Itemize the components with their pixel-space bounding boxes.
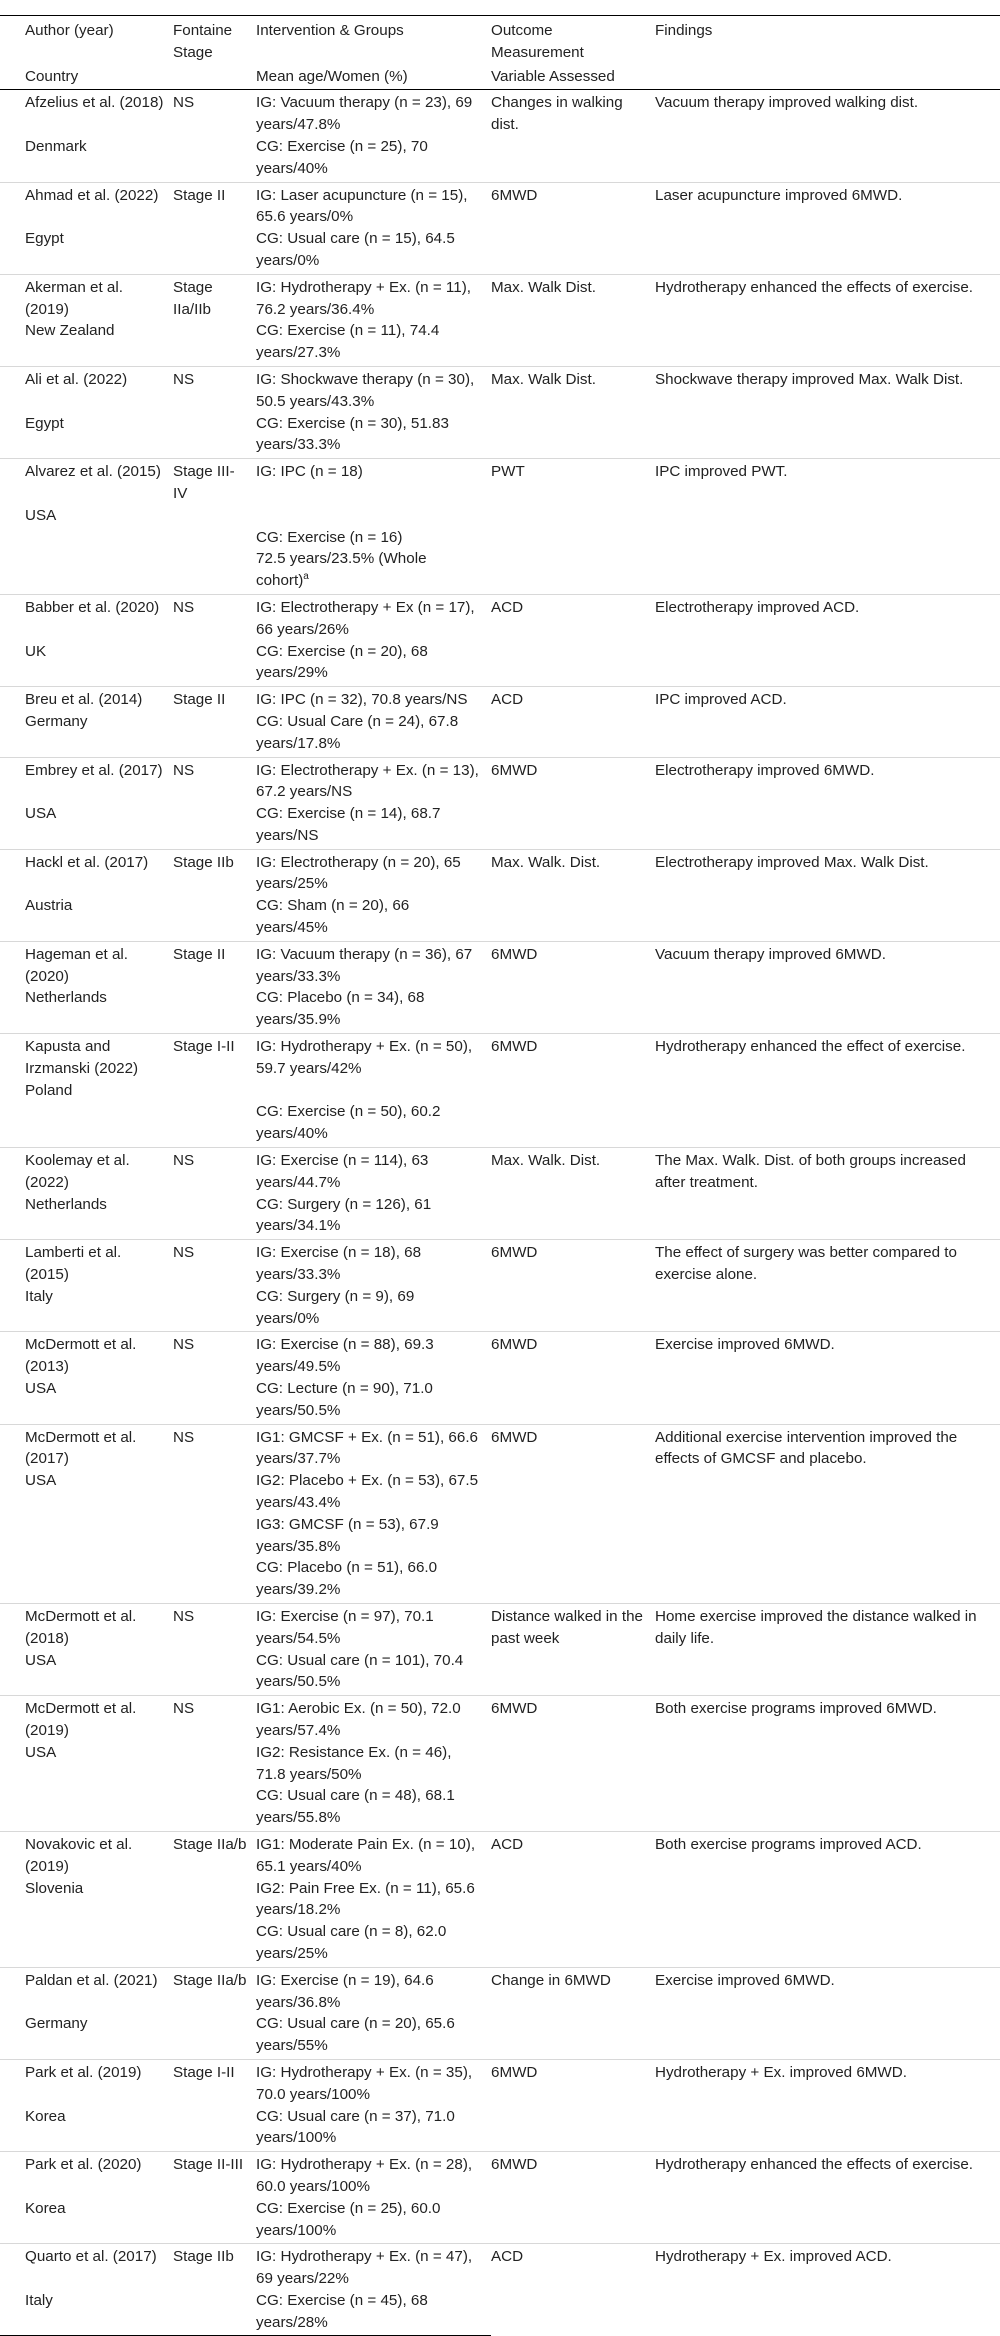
study-group	[256, 1831, 491, 1877]
study-group-text: IG: Hydrotherapy + Ex. (n = 35), 70.0 years/100%	[256, 2063, 473, 2103]
empty-cell	[173, 136, 256, 182]
study-author: Kapusta and Irzmanski (2022)	[0, 1034, 173, 1080]
study-findings: Exercise improved 6MWD.	[655, 1967, 1000, 2059]
header-blank	[655, 64, 1000, 90]
study-country: USA	[25, 1651, 57, 1669]
study-group	[256, 1650, 491, 1696]
study-group-text: CG: Usual care (n = 37), 71.0 years/100%	[256, 2107, 455, 2147]
study-group-text: CG: Placebo (n = 51), 66.0 years/39.2%	[256, 1559, 438, 1599]
study-outcome: 6MWD	[491, 757, 655, 849]
study-author: Hackl et al. (2017)	[0, 849, 173, 895]
empty-cell	[0, 1921, 173, 1967]
study-group	[256, 2290, 491, 2336]
empty-cell	[173, 548, 256, 594]
study-group	[256, 1194, 491, 1240]
study-author: Embrey et al. (2017)	[0, 757, 173, 803]
study-stage: Stage II	[173, 182, 256, 228]
study-findings: Both exercise programs improved ACD.	[655, 1831, 1000, 1967]
header-subrow	[0, 64, 1000, 90]
empty-cell	[173, 1194, 256, 1240]
empty-cell	[173, 228, 256, 274]
empty-cell	[173, 1101, 256, 1147]
study-findings: Vacuum therapy improved 6MWD.	[655, 941, 1000, 1033]
study-group-text: IG: Electrotherapy (n = 20), 65 years/25%	[256, 853, 461, 893]
study-group	[256, 228, 491, 274]
empty-cell	[173, 711, 256, 757]
study-group-text: CG: Surgery (n = 9), 69 years/0%	[256, 1287, 415, 1327]
study-country: Korea	[25, 2199, 66, 2217]
study-group-text: IG: Shockwave therapy (n = 30), 50.5 years/43.3%	[256, 370, 475, 410]
study-outcome: 6MWD	[491, 1034, 655, 1148]
studies-table	[0, 15, 1000, 2336]
study-outcome: ACD	[491, 2244, 655, 2336]
header-author: Author (year)	[0, 16, 173, 64]
study-author: Ahmad et al. (2022)	[0, 182, 173, 228]
empty-cell	[173, 987, 256, 1033]
study-outcome: ACD	[491, 687, 655, 757]
study-group	[256, 136, 491, 182]
study-group	[256, 1696, 491, 1742]
study-author: Park et al. (2019)	[0, 2059, 173, 2105]
study-row	[0, 1424, 1000, 1470]
study-row	[0, 1148, 1000, 1194]
study-country: Germany	[25, 2015, 88, 2033]
study-findings: Hydrotherapy enhanced the effects of exercise.	[655, 2152, 1000, 2244]
empty-cell	[173, 1878, 256, 1922]
study-findings: IPC improved ACD.	[655, 687, 1000, 757]
study-group-text: IG: Exercise (n = 18), 68 years/33.3%	[256, 1244, 422, 1284]
study-group-text: IG: Electrotherapy + Ex. (n = 13), 67.2 years/NS	[256, 761, 479, 801]
study-group	[256, 2013, 491, 2059]
empty-cell	[173, 1785, 256, 1831]
study-findings: Exercise improved 6MWD.	[655, 1332, 1000, 1424]
study-group-text: IG: Vacuum therapy (n = 23), 69 years/47.8%	[256, 94, 473, 134]
study-author: Babber et al. (2020)	[0, 594, 173, 640]
study-country: USA	[25, 805, 57, 823]
study-author: Park et al. (2020)	[0, 2152, 173, 2198]
study-group-text: IG: Exercise (n = 97), 70.1 years/54.5%	[256, 1607, 434, 1647]
study-outcome: PWT	[491, 459, 655, 595]
study-stage: Stage IIb	[173, 849, 256, 895]
study-group	[256, 2244, 491, 2290]
study-findings: The effect of surgery was better compared to exercise alone.	[655, 1240, 1000, 1332]
study-group	[256, 1332, 491, 1378]
study-country: Italy	[25, 1287, 53, 1305]
study-outcome: 6MWD	[491, 1424, 655, 1603]
study-outcome: Distance walked in the past week	[491, 1603, 655, 1695]
study-stage: Stage I-II	[173, 1034, 256, 1080]
header-blank	[173, 64, 256, 90]
study-group	[256, 182, 491, 228]
study-group	[256, 1101, 491, 1147]
header-variable: Variable Assessed	[491, 64, 655, 90]
study-country: UK	[25, 642, 47, 660]
study-group	[256, 2198, 491, 2244]
study-group	[256, 941, 491, 987]
study-stage: Stage III-IV	[173, 459, 256, 505]
study-country: Egypt	[25, 414, 64, 432]
empty-cell	[173, 2198, 256, 2244]
study-group	[256, 1424, 491, 1470]
study-row	[0, 1696, 1000, 1742]
study-findings: Hydrotherapy enhanced the effect of exercise.	[655, 1034, 1000, 1148]
study-stage: Stage IIa/b	[173, 1831, 256, 1877]
study-outcome: 6MWD	[491, 182, 655, 274]
study-author: Ali et al. (2022)	[0, 366, 173, 412]
study-group-text: IG1: GMCSF + Ex. (n = 51), 66.6 years/37.7%	[256, 1428, 478, 1468]
footnote-marker: a	[303, 571, 309, 583]
study-findings: Electrotherapy improved Max. Walk Dist.	[655, 849, 1000, 941]
study-findings: Vacuum therapy improved walking dist.	[655, 94, 919, 112]
table-header	[0, 16, 1000, 90]
study-stage: Stage II	[173, 687, 256, 711]
study-stage: NS	[173, 1603, 256, 1649]
study-outcome: Max. Walk Dist.	[491, 366, 655, 458]
study-outcome: 6MWD	[491, 2152, 655, 2244]
study-row	[0, 1967, 1000, 2013]
study-group	[256, 711, 491, 757]
study-outcome: ACD	[491, 1831, 655, 1967]
study-stage: NS	[173, 1696, 256, 1742]
study-group	[256, 1785, 491, 1831]
study-group	[256, 1240, 491, 1286]
study-group-text: CG: Exercise (n = 20), 68 years/29%	[256, 642, 428, 682]
study-group-text: IG2: Placebo + Ex. (n = 53), 67.5 years/43.4%	[256, 1472, 479, 1511]
study-row	[0, 2059, 1000, 2105]
study-outcome: ACD	[491, 594, 655, 686]
study-group	[256, 413, 491, 459]
study-group-text: CG: Surgery (n = 126), 61 years/34.1%	[256, 1195, 432, 1235]
study-row	[0, 1831, 1000, 1877]
study-group	[256, 757, 491, 803]
header-country: Country	[0, 64, 173, 90]
empty-cell	[173, 1742, 256, 1786]
study-group	[256, 320, 491, 366]
study-stage: NS	[173, 594, 256, 640]
empty-cell	[0, 1785, 173, 1831]
study-author: McDermott et al. (2019)	[0, 1696, 173, 1742]
study-group-text: CG: Exercise (n = 45), 68 years/28%	[256, 2291, 428, 2331]
study-group-text: IG1: Aerobic Ex. (n = 50), 72.0 years/57.4%	[256, 1700, 461, 1739]
study-group-text: IG1: Moderate Pain Ex. (n = 10), 65.1 years/40%	[256, 1835, 476, 1875]
study-group	[256, 641, 491, 687]
study-stage: Stage I-II	[173, 2059, 256, 2105]
study-author: Breu et al. (2014)	[0, 687, 173, 711]
study-findings: Electrotherapy improved 6MWD.	[655, 757, 1000, 849]
study-group	[256, 505, 491, 527]
study-row	[0, 459, 1000, 505]
study-outcome: 6MWD	[491, 941, 655, 1033]
study-group-text: CG: Usual care (n = 48), 68.1 years/55.8%	[256, 1787, 455, 1827]
study-author: McDermott et al. (2017)	[0, 1424, 173, 1470]
study-stage: Stage IIa/IIb	[173, 274, 256, 320]
study-author: Lamberti et al. (2015)	[0, 1240, 173, 1286]
study-group-text: IG: Exercise (n = 19), 64.6 years/36.8%	[256, 1971, 434, 2011]
study-author: Novakovic et al. (2019)	[0, 1831, 173, 1877]
study-group-text: IG: Hydrotherapy + Ex. (n = 28), 60.0 years/100%	[256, 2156, 473, 2195]
study-stage: Stage IIb	[173, 2244, 256, 2290]
study-country: USA	[25, 1472, 57, 1490]
study-group-text: IG: Laser acupuncture (n = 15), 65.6 years/0%	[256, 186, 468, 226]
study-group-text: CG: Usual care (n = 8), 62.0 years/25%	[256, 1923, 447, 1962]
study-row	[0, 849, 1000, 895]
study-findings: Hydrotherapy + Ex. improved 6MWD.	[655, 2059, 1000, 2151]
study-group	[256, 1080, 491, 1102]
empty-cell	[0, 1557, 173, 1603]
empty-cell	[0, 527, 173, 549]
study-group	[256, 1378, 491, 1424]
study-group	[256, 274, 491, 320]
empty-cell	[173, 1557, 256, 1603]
study-author: Koolemay et al. (2022)	[0, 1148, 173, 1194]
empty-cell	[173, 1921, 256, 1967]
study-group-text: IG: IPC (n = 18)	[256, 463, 363, 481]
study-group	[256, 849, 491, 895]
study-row	[0, 2244, 1000, 2290]
study-group-text: IG: Hydrotherapy + Ex. (n = 47), 69 years/22%	[256, 2248, 473, 2288]
study-findings: Additional exercise intervention improved the effects of GMCSF and placebo.	[655, 1424, 1000, 1603]
study-country: Poland	[25, 1081, 73, 1099]
study-group	[256, 987, 491, 1033]
study-group	[256, 1742, 491, 1786]
study-outcome: 6MWD	[491, 1696, 655, 1832]
empty-cell	[0, 548, 173, 594]
study-outcome: 6MWD	[491, 1332, 655, 1424]
empty-cell	[173, 320, 256, 366]
empty-cell	[173, 2013, 256, 2059]
study-findings: Hydrotherapy enhanced the effects of exercise.	[655, 274, 1000, 366]
study-row	[0, 2152, 1000, 2198]
study-row	[0, 274, 1000, 320]
study-group	[256, 1034, 491, 1080]
study-stage: NS	[173, 757, 256, 803]
study-author: Afzelius et al. (2018)	[25, 94, 164, 112]
study-findings: Electrotherapy improved ACD.	[655, 594, 1000, 686]
study-group-text: CG: Sham (n = 20), 66 years/45%	[256, 897, 410, 937]
header-age-women: Mean age/Women (%)	[256, 64, 491, 90]
study-outcome: Change in 6MWD	[491, 1967, 655, 2059]
study-group-text: CG: Usual Care (n = 24), 67.8 years/17.8%	[256, 712, 459, 752]
study-stage: NS	[173, 94, 195, 112]
study-author: Paldan et al. (2021)	[0, 1967, 173, 2013]
header-row	[0, 16, 1000, 64]
study-country: Italy	[0, 2290, 173, 2336]
empty-cell	[0, 1514, 173, 1558]
study-group	[256, 1470, 491, 1514]
study-outcome: Max. Walk. Dist.	[491, 849, 655, 941]
study-group-text: CG: Exercise (n = 16)	[256, 528, 403, 546]
study-findings: The Max. Walk. Dist. of both groups increased after treatment.	[655, 1148, 1000, 1240]
study-stage: Stage II	[173, 941, 256, 987]
study-author: McDermott et al. (2013)	[0, 1332, 173, 1378]
study-group	[256, 1878, 491, 1922]
study-group-text: IG2: Resistance Ex. (n = 46), 71.8 years/50%	[256, 1743, 452, 1783]
empty-cell	[173, 1080, 256, 1102]
study-group-text: CG: Usual care (n = 101), 70.4 years/50.5%	[256, 1651, 464, 1691]
study-group	[256, 366, 491, 412]
study-author: Akerman et al. (2019)	[0, 274, 173, 320]
study-country: USA	[25, 1380, 57, 1398]
empty-cell	[173, 527, 256, 549]
empty-cell	[173, 895, 256, 941]
study-author: McDermott et al. (2018)	[0, 1603, 173, 1649]
study-row	[0, 182, 1000, 228]
study-group	[256, 2106, 491, 2152]
study-country: Netherlands	[25, 1195, 107, 1213]
empty-cell	[0, 1101, 173, 1147]
study-row	[0, 1240, 1000, 1286]
study-row	[0, 366, 1000, 412]
study-group-text: CG: Usual care (n = 20), 65.6 years/55%	[256, 2015, 455, 2055]
empty-cell	[173, 1470, 256, 1514]
study-stage: Stage II-III	[173, 2152, 256, 2198]
study-group	[256, 527, 491, 549]
study-row	[0, 1332, 1000, 1378]
study-country: Austria	[25, 897, 73, 915]
empty-cell	[173, 1650, 256, 1696]
study-row	[0, 941, 1000, 987]
study-stage: NS	[173, 1240, 256, 1286]
empty-cell	[173, 2106, 256, 2152]
study-outcome: Max. Walk Dist.	[491, 274, 655, 366]
study-group-text: IG: Hydrotherapy + Ex. (n = 50), 59.7 years/42%	[256, 1038, 473, 1077]
study-group-text: IG: Vacuum therapy (n = 36), 67 years/33.3%	[256, 945, 473, 985]
header-stage: Fontaine Stage	[173, 16, 256, 64]
study-group-text: CG: Exercise (n = 25), 60.0 years/100%	[256, 2199, 441, 2239]
study-author: Alvarez et al. (2015)	[0, 459, 173, 505]
study-row	[0, 1034, 1000, 1080]
study-group-text: CG: Exercise (n = 25), 70 years/40%	[256, 137, 428, 177]
study-group	[256, 459, 491, 505]
study-group-text: CG: Usual care (n = 15), 64.5 years/0%	[256, 230, 455, 269]
empty-cell	[173, 1514, 256, 1558]
study-country: Korea	[25, 2107, 66, 2125]
study-country: Slovenia	[25, 1879, 84, 1897]
study-group-text: IG: IPC (n = 32), 70.8 years/NS	[256, 691, 468, 709]
study-group-text: IG: Exercise (n = 114), 63 years/44.7%	[256, 1152, 429, 1191]
study-row	[0, 594, 1000, 640]
study-group-text: CG: Exercise (n = 14), 68.7 years/NS	[256, 805, 441, 844]
study-group-text: IG3: GMCSF (n = 53), 67.9 years/35.8%	[256, 1515, 439, 1555]
table-body	[0, 90, 1000, 2336]
study-row	[0, 1603, 1000, 1649]
study-group-text: CG: Exercise (n = 11), 74.4 years/27.3%	[256, 322, 440, 362]
study-stage: NS	[173, 1148, 256, 1194]
study-country: Denmark	[25, 137, 87, 155]
empty-cell	[173, 803, 256, 849]
study-group-text: 72.5 years/23.5% (Whole cohort)	[256, 550, 427, 590]
empty-cell	[173, 505, 256, 527]
study-group-text: CG: Lecture (n = 90), 71.0 years/50.5%	[256, 1380, 433, 1419]
study-group-text: IG: Exercise (n = 88), 69.3 years/49.5%	[256, 1336, 434, 1376]
study-country: USA	[25, 1743, 57, 1761]
empty-cell	[173, 413, 256, 459]
study-country: Germany	[25, 712, 88, 730]
study-row	[0, 687, 1000, 711]
study-group	[256, 2059, 491, 2105]
empty-cell	[173, 1286, 256, 1332]
study-findings: Shockwave therapy improved Max. Walk Dist.	[655, 366, 1000, 458]
study-group-text: IG2: Pain Free Ex. (n = 11), 65.6 years/18.2%	[256, 1879, 475, 1919]
study-group	[256, 594, 491, 640]
study-group	[256, 1557, 491, 1603]
study-group	[256, 1514, 491, 1558]
study-country: Netherlands	[25, 989, 107, 1007]
study-group	[256, 1603, 491, 1649]
study-findings: Hydrotherapy + Ex. improved ACD.	[655, 2244, 1000, 2336]
study-outcome: 6MWD	[491, 2059, 655, 2151]
study-group	[256, 548, 491, 594]
header-outcome: Outcome Measurement	[491, 16, 655, 64]
study-outcome: Changes in walking dist.	[491, 94, 623, 134]
study-stage: NS	[173, 1332, 256, 1378]
empty-cell	[173, 2290, 256, 2336]
study-group	[256, 2152, 491, 2198]
study-group	[256, 803, 491, 849]
study-author: Hageman et al. (2020)	[0, 941, 173, 987]
study-group	[256, 1921, 491, 1967]
study-group-text: CG: Exercise (n = 50), 60.2 years/40%	[256, 1103, 441, 1143]
study-country: USA	[25, 506, 57, 524]
study-outcome: Max. Walk. Dist.	[491, 1148, 655, 1240]
study-findings: Laser acupuncture improved 6MWD.	[655, 182, 1000, 274]
study-group	[256, 1148, 491, 1194]
study-findings: Home exercise improved the distance walked in daily life.	[655, 1603, 1000, 1695]
study-outcome: 6MWD	[491, 1240, 655, 1332]
study-row	[0, 757, 1000, 803]
study-author: Quarto et al. (2017)	[0, 2244, 173, 2290]
study-group	[256, 687, 491, 711]
study-group-text: CG: Placebo (n = 34), 68 years/35.9%	[256, 989, 425, 1029]
study-stage: Stage IIa/b	[173, 1967, 256, 2013]
study-row	[0, 90, 1000, 136]
study-country: New Zealand	[25, 322, 115, 340]
empty-cell	[173, 641, 256, 687]
study-findings: IPC improved PWT.	[655, 459, 1000, 595]
study-group	[256, 1967, 491, 2013]
study-stage: NS	[173, 366, 256, 412]
empty-cell	[173, 1378, 256, 1424]
study-country: Egypt	[25, 230, 64, 248]
header-intervention: Intervention & Groups	[256, 16, 491, 64]
study-findings: Both exercise programs improved 6MWD.	[655, 1696, 1000, 1832]
study-group-text: IG: Electrotherapy + Ex (n = 17), 66 years/26%	[256, 598, 475, 638]
study-group-text: CG: Exercise (n = 30), 51.83 years/33.3%	[256, 414, 449, 454]
header-findings: Findings	[655, 16, 1000, 64]
study-group-text: IG: Hydrotherapy + Ex. (n = 11), 76.2 years/36.4%	[256, 278, 471, 318]
study-group	[256, 1286, 491, 1332]
study-stage: NS	[173, 1424, 256, 1470]
study-group	[256, 895, 491, 941]
study-group	[256, 90, 491, 136]
